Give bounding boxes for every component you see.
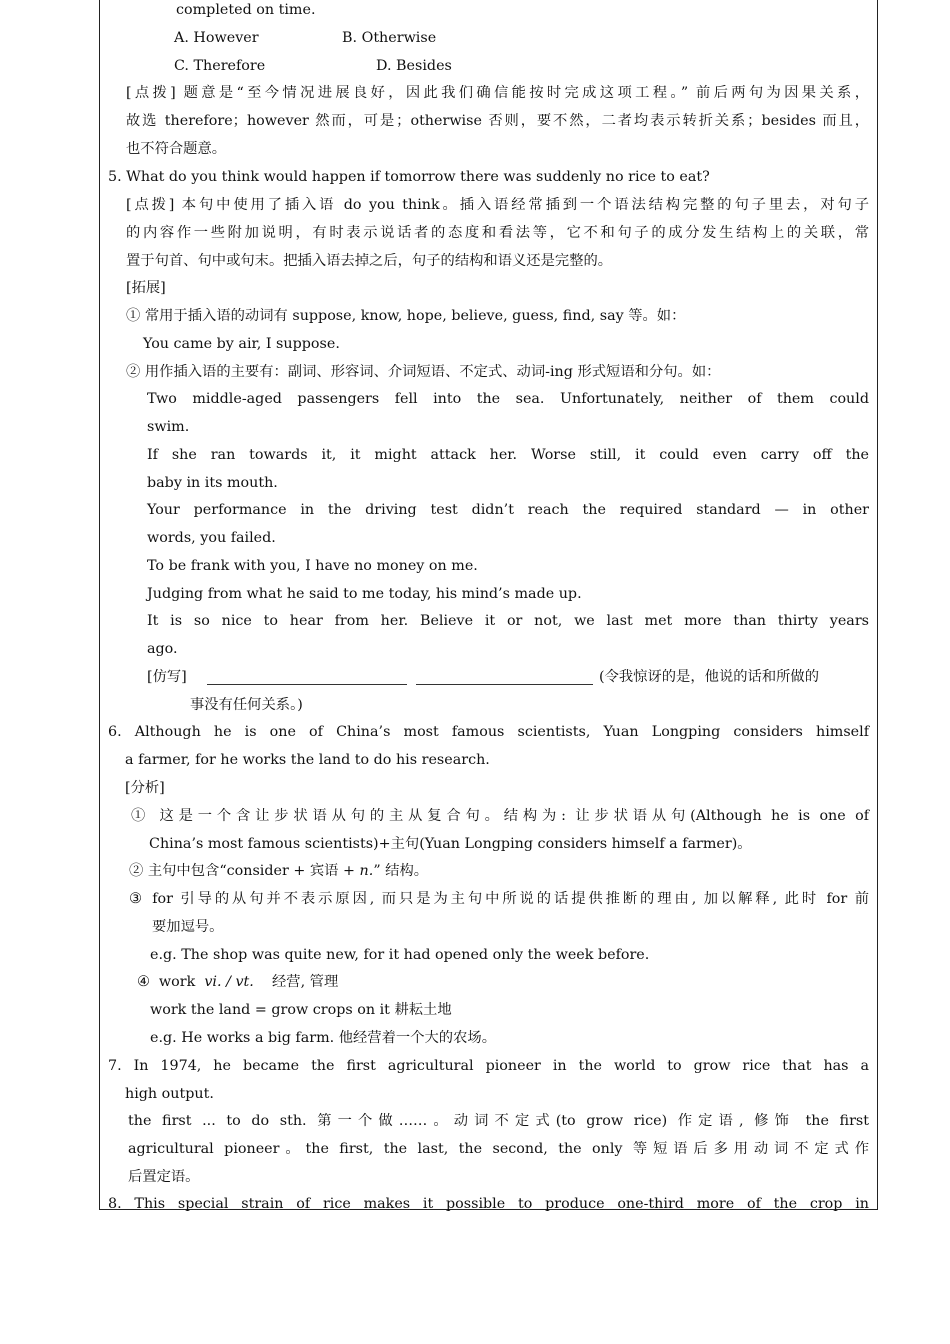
item5-point-1-example: You came by air, I suppose. [143,336,340,352]
imitate-blank-1[interactable] [207,670,407,685]
item6-analysis-4: ④ work vi. / vt. 经营, 管理 [137,974,339,990]
example-line: To be frank with you, I have no money on me. [147,558,478,574]
item6-sentence-1: 6. Although he is one of China’s most famous scientists, Yuan Longping considers himself [108,724,869,740]
item5-note-1: [点拨] 本句中使用了插入语 do you think。插入语经常插到一个语法结构完整的句子里去，对句子 [126,197,869,213]
item4-note-2: 故选 therefore；however 然而，可是；otherwise 否则，要不然，二者均表示转折关系；besides 而且， [126,113,869,129]
item5-ext-label: [拓展] [126,280,166,296]
example-line: baby in its mouth. [147,475,278,491]
item5-point-1: ① 常用于插入语的动词有 suppose, know, hope, believe, guess, find, say 等。如： [126,308,686,324]
item6-analysis-3-example: e.g. The shop was quite new, for it had opened only the week before. [150,947,650,963]
item4-note-3: 也不符合题意。 [126,141,227,157]
item6-analysis-1b: China’s most famous scientists)+主句(Yuan Longping considers himself a farmer)。 [149,836,752,852]
item7-note-2: agricultural pioneer。the first, the last, the second, the only 等短语后多用动词不定式作 [128,1141,869,1157]
item7-sentence-1: 7. In 1974, he became the first agricultural pioneer in the world to grow rice that has a [108,1058,869,1074]
item5-note-2: 的内容作一些附加说明，有时表示说话者的态度和看法等，它不和句子的成分发生结构上的关联，常 [126,225,869,241]
item7-note-3: 后置定语。 [128,1169,200,1185]
item6-analysis-3: ③ for 引导的从句并不表示原因, 而只是为主句中所说的话提供推断的理由, 加以解释, 此时 for 前 [129,891,869,907]
imitate-label: [仿写] [147,669,187,685]
item4-tail: completed on time. [176,2,316,18]
option-c: C. Therefore [174,58,266,74]
imitate-hint-1: (令我惊讶的是，他说的话和所做的 [599,669,820,685]
item4-note-1: [点拨] 题意是“至今情况进展良好，因此我们确信能按时完成这项工程。” 前后两句为因果关系， [126,85,869,101]
item6-label: [分析] [125,780,165,796]
item7-sentence-2: high output. [125,1086,214,1102]
example-line: swim. [147,419,190,435]
item6-analysis-4-example: e.g. He works a big farm. 他经营着一个大的农场。 [150,1030,496,1046]
example-line: It is so nice to hear from her. Believe it or not, we last met more than thirty years [147,613,869,629]
item5-note-3: 置于句首、句中或句末。把插入语去掉之后，句子的结构和语义还是完整的。 [126,253,613,269]
item5-sentence: 5. What do you think would happen if tomorrow there was suddenly no rice to eat? [108,169,710,185]
example-line: Your performance in the driving test didn’t reach the required standard — in other [147,502,869,518]
option-d: D. Besides [376,58,452,74]
item8-sentence-1: 8. This special strain of rice makes it possible to produce one-third more of the crop in [108,1196,869,1212]
item6-analysis-1: ① 这是一个含让步状语从句的主从复合句。结构为: 让步状语从句(Although he is one of [131,808,869,824]
item6-analysis-2: ② 主句中包含“consider + 宾语 + n.” 结构。 [129,863,429,879]
example-line: If she ran towards it, it might attack her. Worse still, it could even carry off the [147,447,869,463]
item6-sentence-2: a farmer, for he works the land to do his research. [125,752,490,768]
item5-point-2: ② 用作插入语的主要有：副词、形容词、介词短语、不定式、动词-ing 形式短语和分句。如： [126,364,721,380]
item6-analysis-3b: 要加逗号。 [152,919,224,935]
example-line: Two middle-aged passengers fell into the sea. Unfortunately, neither of them could [147,391,869,407]
example-line: Judging from what he said to me today, his mind’s made up. [147,586,582,602]
item6-analysis-4b: work the land = grow crops on it 耕耘土地 [150,1002,452,1018]
imitate-blank-2[interactable] [416,670,593,685]
example-line: ago. [147,641,178,657]
imitate-hint-2: 事没有任何关系。) [190,697,303,713]
example-line: words, you failed. [147,530,276,546]
item7-note-1: the first ... to do sth. 第一个做……。动词不定式(to grow rice) 作定语, 修饰 the first [128,1113,869,1129]
option-b: B. Otherwise [342,30,437,46]
option-a: A. However [174,30,259,46]
